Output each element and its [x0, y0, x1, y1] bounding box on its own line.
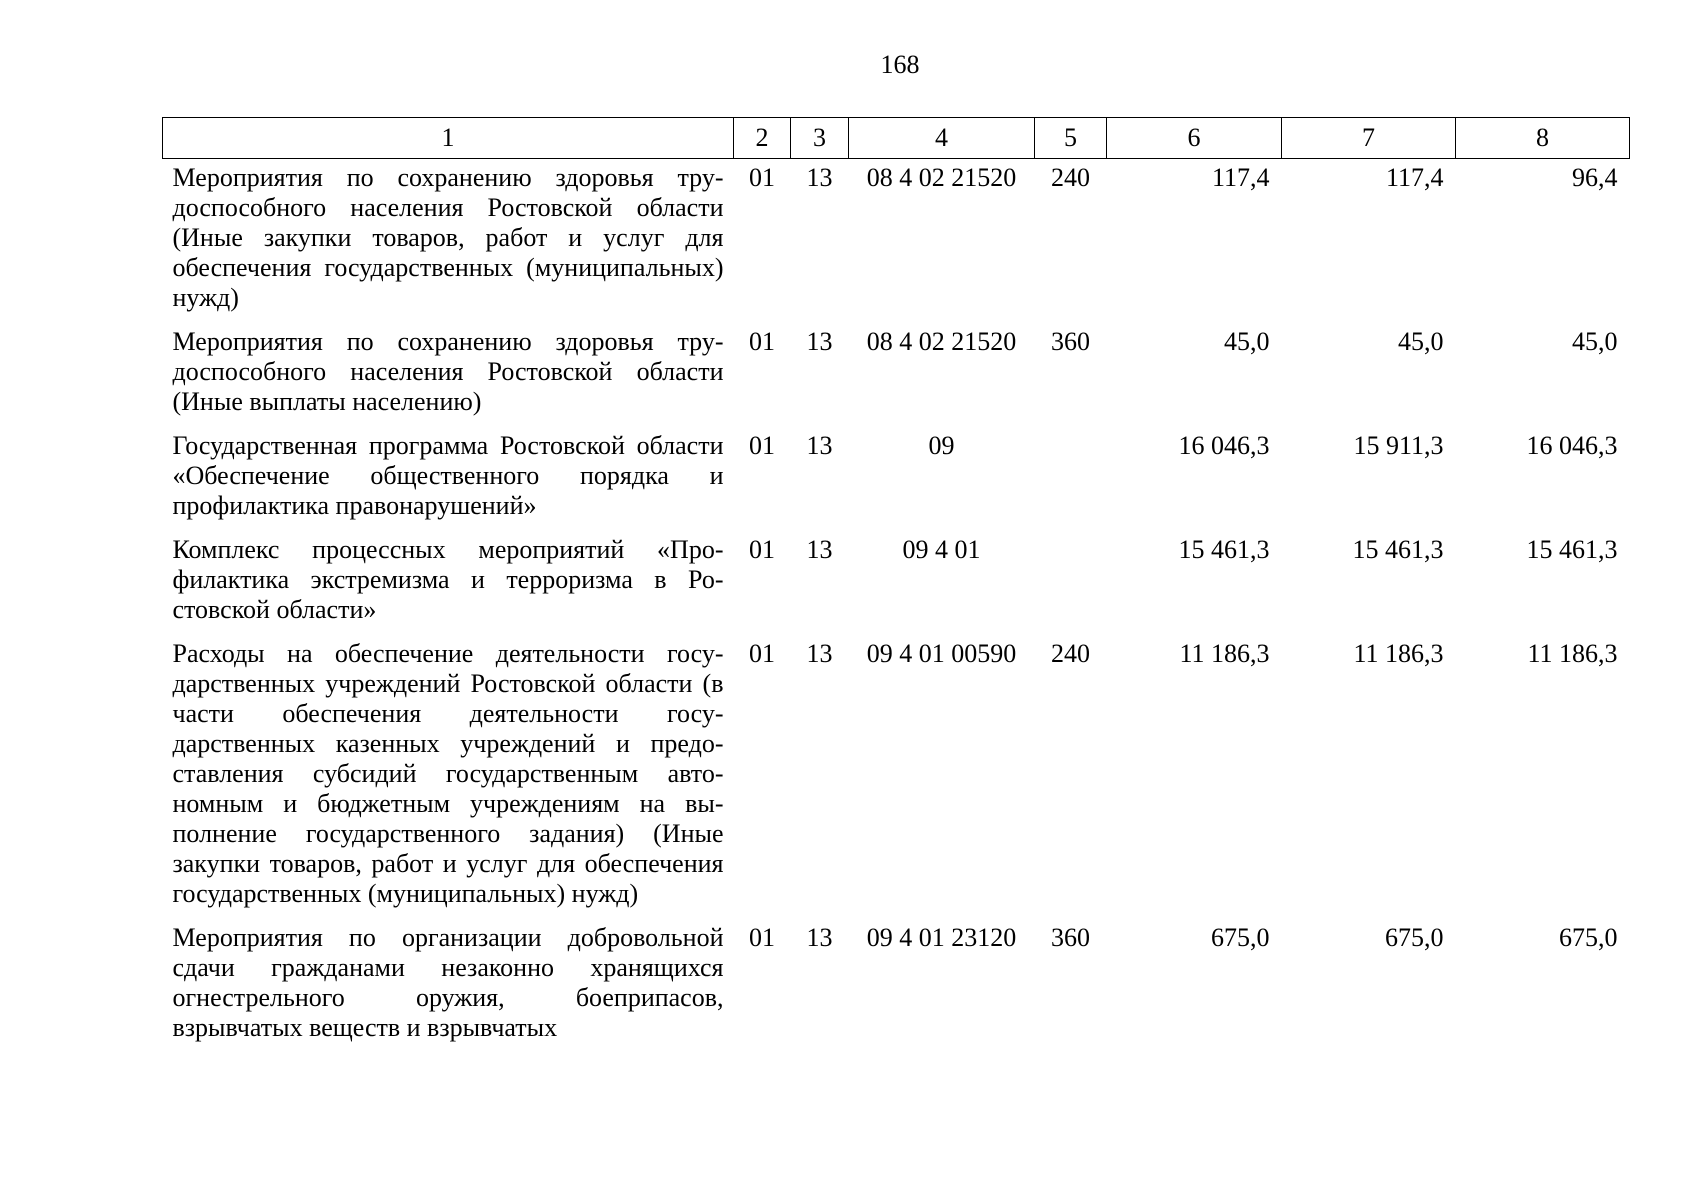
- row-amount-6: 117,4: [1211, 163, 1270, 192]
- row-expense-type: [1035, 427, 1107, 531]
- row-expense-type: 240: [1051, 639, 1090, 668]
- column-header-7: 7: [1282, 118, 1456, 159]
- table-row: [163, 159, 1630, 324]
- table-row: [163, 919, 1630, 1053]
- column-header-2: 2: [734, 118, 791, 159]
- row-expense-type: [1035, 531, 1107, 635]
- row-subsection: 13: [806, 163, 833, 192]
- row-target-code: 09: [928, 431, 955, 460]
- row-amount-7: 15 911,3: [1353, 431, 1444, 460]
- row-amount-8: 15 461,3: [1526, 535, 1618, 564]
- column-header-3: 3: [791, 118, 849, 159]
- row-target-code: 08 4 02 21520: [866, 327, 1017, 356]
- row-amount-6: 45,0: [1224, 327, 1270, 356]
- row-target-code: 09 4 01: [902, 535, 981, 564]
- row-amount-8: 11 186,3: [1527, 639, 1618, 668]
- row-description: Комплекс процессных мероприятий «Профилактика экстремизма и терроризма в Ростовской области»: [172, 535, 724, 624]
- row-amount-7: 11 186,3: [1353, 639, 1444, 668]
- row-description: Мероприятия по сохранению здоровья трудоспособного населения Ростовской области (Иные выплаты населению): [172, 327, 724, 416]
- column-header-6: 6: [1107, 118, 1282, 159]
- row-section: 01: [749, 535, 775, 564]
- page-number: 168: [880, 50, 920, 79]
- row-amount-8: 16 046,3: [1526, 431, 1618, 460]
- table-row: [163, 427, 1630, 531]
- row-description: Расходы на обеспечение деятельности государственных учреждений Ростовской области (в части обеспечения деятельности государственных казенных учреждений и предоставления субсидий государственным автономным и бюджетным учреждениям на выполнение государственного задания) (Иные закупки товаров, работ и услуг для обеспечения государственных (муниципальных) нужд): [172, 639, 724, 908]
- row-section: 01: [749, 639, 775, 668]
- row-expense-type: 360: [1051, 923, 1090, 952]
- row-amount-6: 11 186,3: [1179, 639, 1270, 668]
- row-amount-8: 45,0: [1572, 327, 1618, 356]
- column-header-8: 8: [1456, 118, 1630, 159]
- row-subsection: 13: [806, 431, 833, 460]
- row-target-code: 08 4 02 21520: [866, 163, 1017, 192]
- table-header-row: [163, 118, 1630, 159]
- row-target-code: 09 4 01 23120: [866, 923, 1017, 952]
- row-description: Мероприятия по сохранению здоровья трудоспособного населения Ростовской области (Иные закупки товаров, работ и услуг для обеспечения государственных (муниципальных) нужд): [172, 163, 724, 312]
- row-expense-type: 360: [1051, 327, 1090, 356]
- row-section: 01: [749, 923, 775, 952]
- row-section: 01: [749, 431, 775, 460]
- row-amount-6: 16 046,3: [1178, 431, 1270, 460]
- row-amount-6: 675,0: [1211, 923, 1270, 952]
- row-subsection: 13: [806, 535, 833, 564]
- table-row: [163, 531, 1630, 635]
- row-amount-6: 15 461,3: [1178, 535, 1270, 564]
- table-row: [163, 323, 1630, 427]
- row-subsection: 13: [806, 327, 833, 356]
- column-header-1: 1: [163, 118, 734, 159]
- row-expense-type: 240: [1051, 163, 1090, 192]
- row-subsection: 13: [806, 639, 833, 668]
- row-description: Государственная программа Ростовской области «Обеспечение общественного порядка и профилактика правонарушений»: [172, 431, 724, 520]
- row-subsection: 13: [806, 923, 833, 952]
- row-section: 01: [749, 163, 775, 192]
- row-amount-7: 45,0: [1398, 327, 1444, 356]
- table-row: [163, 635, 1630, 919]
- row-section: 01: [749, 327, 775, 356]
- row-amount-7: 117,4: [1385, 163, 1444, 192]
- row-amount-7: 15 461,3: [1352, 535, 1444, 564]
- row-target-code: 09 4 01 00590: [866, 639, 1017, 668]
- column-header-5: 5: [1035, 118, 1107, 159]
- column-header-4: 4: [849, 118, 1035, 159]
- row-amount-8: 675,0: [1559, 923, 1618, 952]
- budget-table: [162, 117, 1630, 1053]
- row-amount-8: 96,4: [1572, 163, 1618, 192]
- row-amount-7: 675,0: [1385, 923, 1444, 952]
- row-description: Мероприятия по организации добровольной сдачи гражданами незаконно хранящихся огнестрельного оружия, боеприпасов, взрывчатых веществ и взрывчатых: [172, 923, 724, 1042]
